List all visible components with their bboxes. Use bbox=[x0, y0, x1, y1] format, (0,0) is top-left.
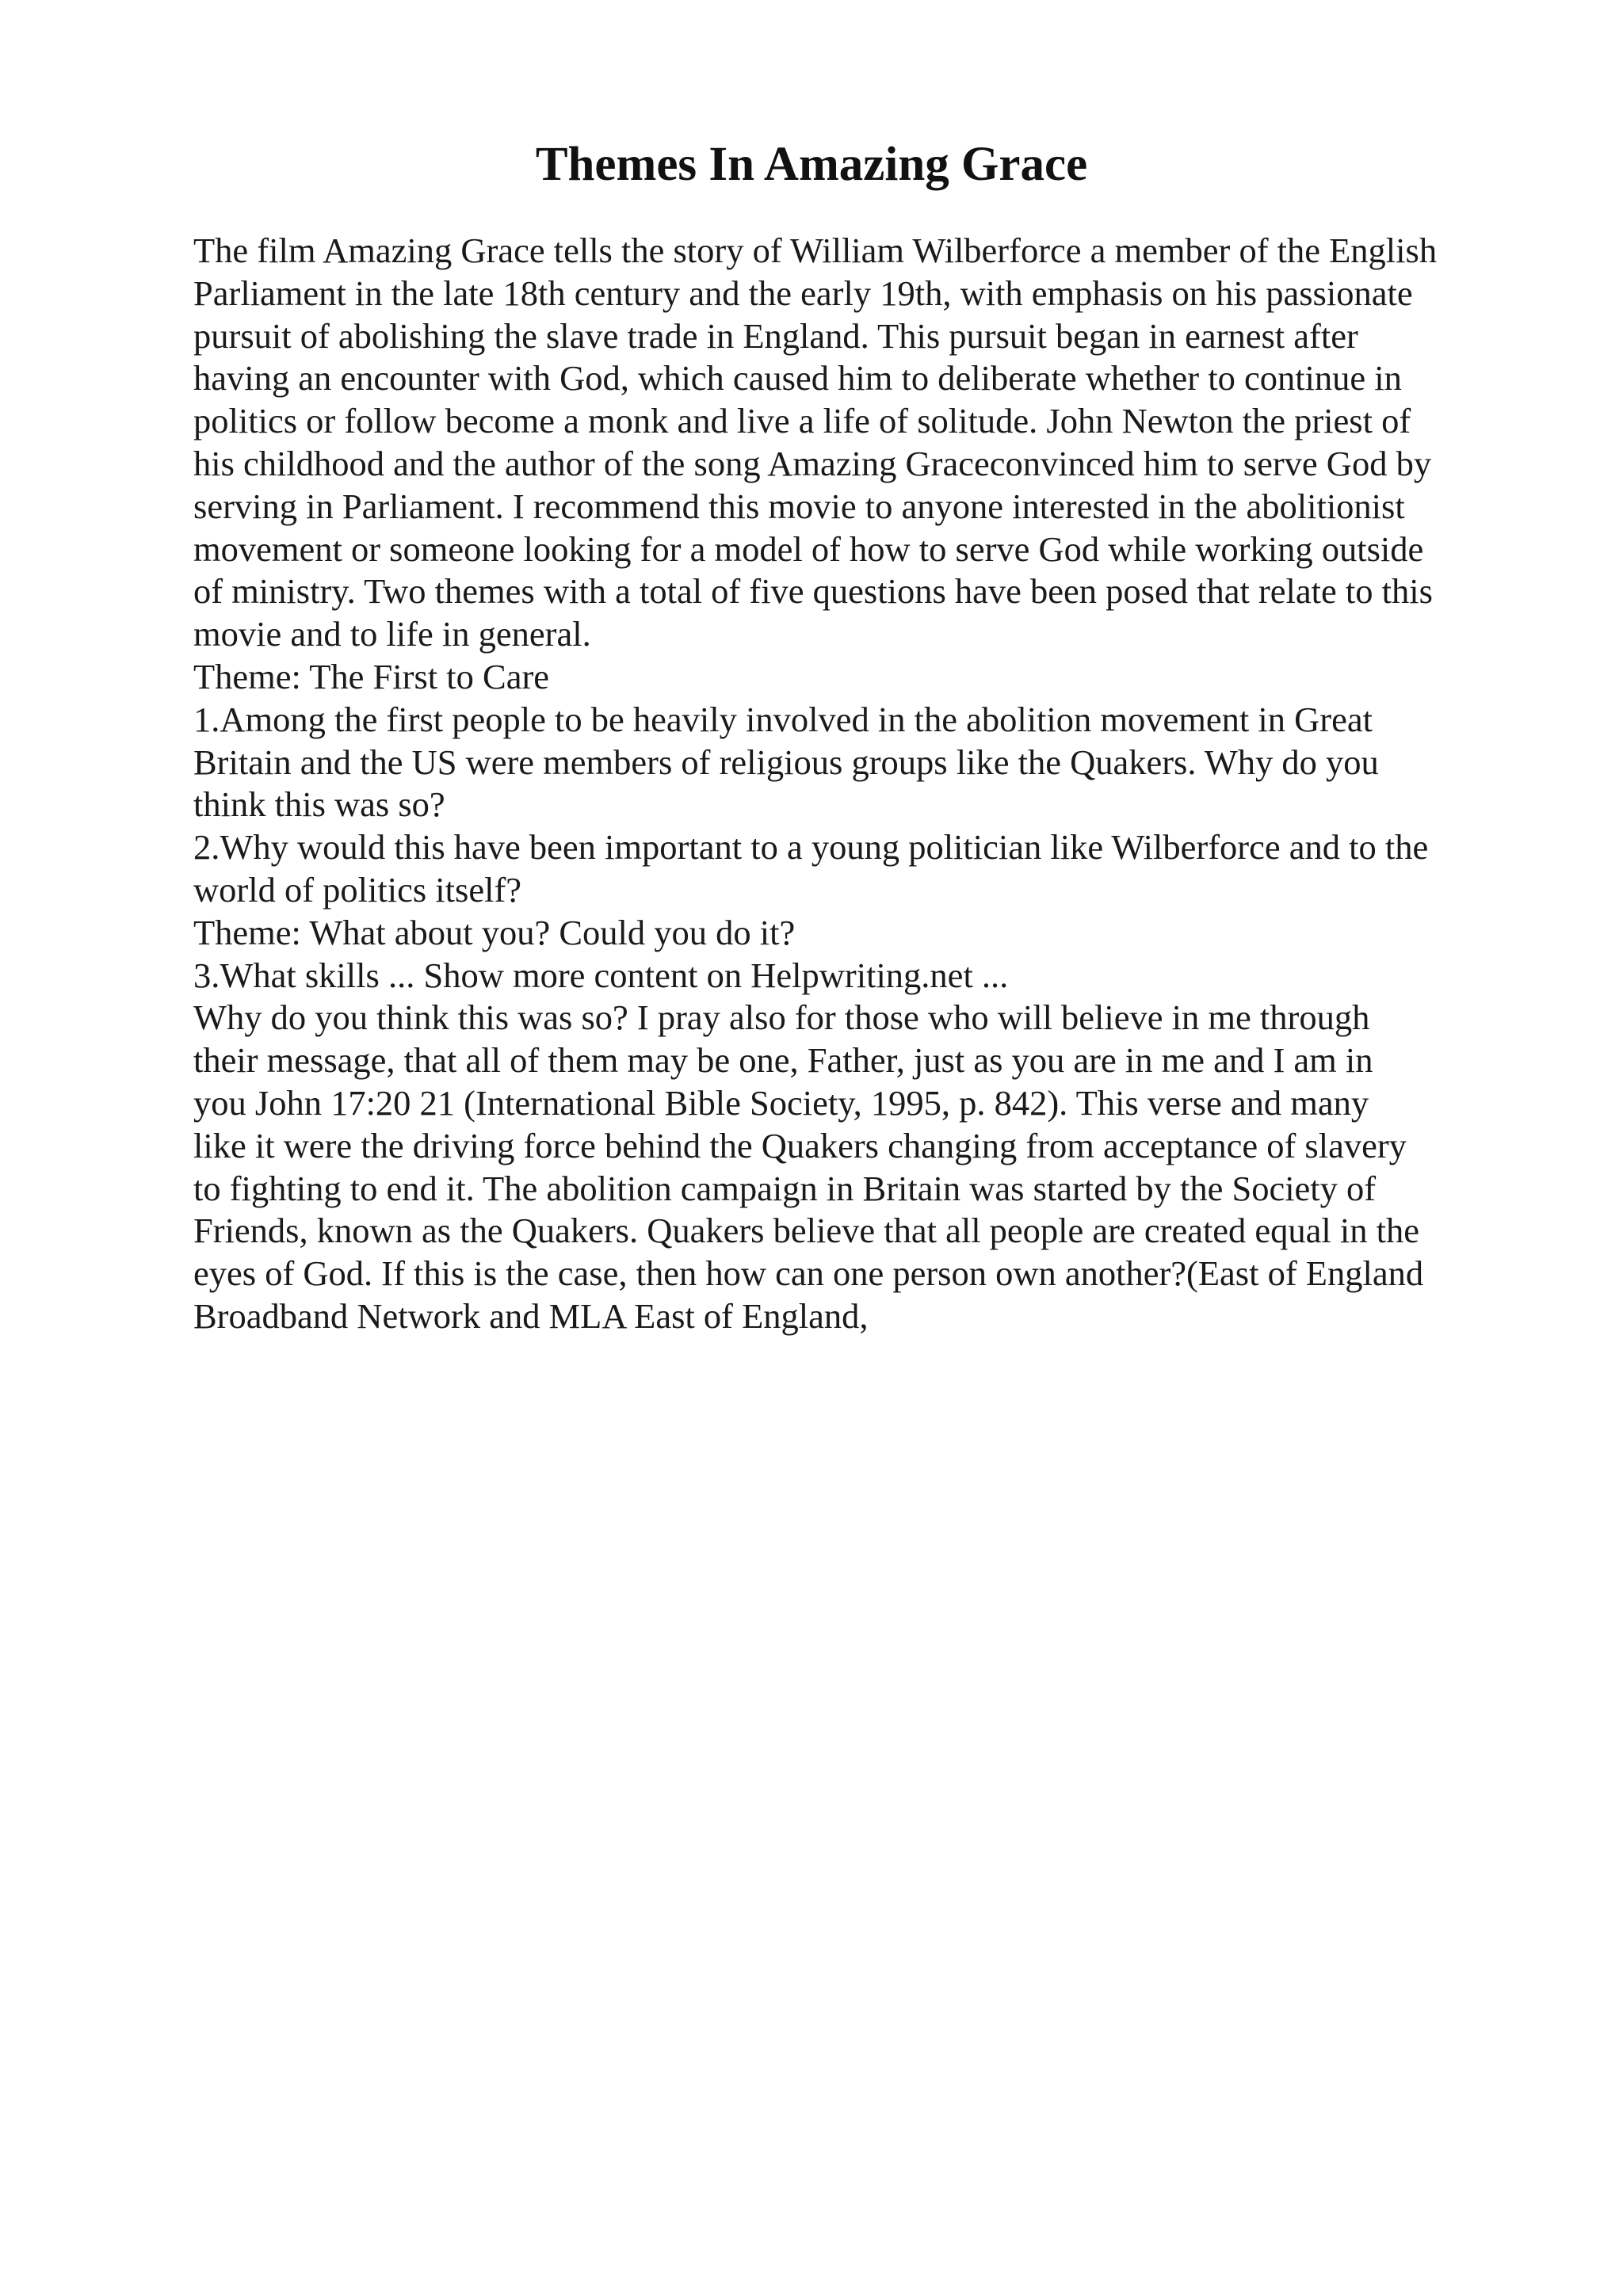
text-line: serving in Parliament. I recommend this movie to anyone interested in the abolitionist bbox=[193, 486, 1405, 526]
question-line: 2.Why would this have been important to a young politician like Wilberforce and to the bbox=[193, 827, 1429, 868]
question-line: 3.What skills ... Show more content on Helpwriting.net ... bbox=[193, 955, 1009, 995]
text-line: eyes of God. If this is the case, then how can one person own another?(East of England bbox=[193, 1253, 1424, 1294]
text-line: Why do you think this was so? I pray also for those who will believe in me through bbox=[193, 997, 1370, 1038]
text-line: Friends, known as the Quakers. Quakers believe that all people are created equal in the bbox=[193, 1211, 1420, 1251]
document-body bbox=[193, 230, 1588, 1338]
text-line: to fighting to end it. The abolition campaign in Britain was started by the Society of bbox=[193, 1168, 1377, 1208]
question-line: world of politics itself? bbox=[193, 869, 522, 910]
question-line: Britain and the US were members of religious groups like the Quakers. Why do you bbox=[193, 742, 1379, 782]
text-line: pursuit of abolishing the slave trade in England. This pursuit began in earnest after bbox=[193, 315, 1358, 356]
theme-heading: Theme: What about you? Could you do it? bbox=[193, 912, 796, 952]
text-line: Parliament in the late 18th century and the early 19th, with emphasis on his passionate bbox=[193, 273, 1413, 313]
text-line: his childhood and the author of the song Amazing Graceconvinced him to serve God by bbox=[193, 443, 1432, 483]
text-line: having an encounter with God, which caused him to deliberate whether to continue in bbox=[193, 358, 1402, 399]
text-line: The film Amazing Grace tells the story of William Wilberforce a member of the English bbox=[193, 231, 1438, 270]
text-line: movie and to life in general. bbox=[193, 614, 591, 654]
text-line: Broadband Network and MLA East of England, bbox=[193, 1295, 869, 1336]
question-line: 1.Among the first people to be heavily involved in the abolition movement in Great bbox=[193, 699, 1373, 739]
text-line: their message, that all of them may be one, Father, just as you are in me and I am in bbox=[193, 1040, 1373, 1081]
question-line: think this was so? bbox=[193, 784, 445, 825]
text-line: of ministry. Two themes with a total of five questions have been posed that relate to this bbox=[193, 571, 1433, 612]
text-line: like it were the driving force behind the Quakers changing from acceptance of slavery bbox=[193, 1125, 1407, 1165]
text-line: you John 17:20 21 (International Bible Society, 1995, p. 842). This verse and many bbox=[193, 1082, 1369, 1123]
text-line: movement or someone looking for a model of how to serve God while working outside bbox=[193, 528, 1424, 569]
theme-heading: Theme: The First to Care bbox=[193, 656, 550, 696]
document-title: Themes In Amazing Grace bbox=[535, 138, 1088, 191]
text-line: politics or follow become a monk and live a life of solitude. John Newton the priest of bbox=[193, 401, 1411, 441]
